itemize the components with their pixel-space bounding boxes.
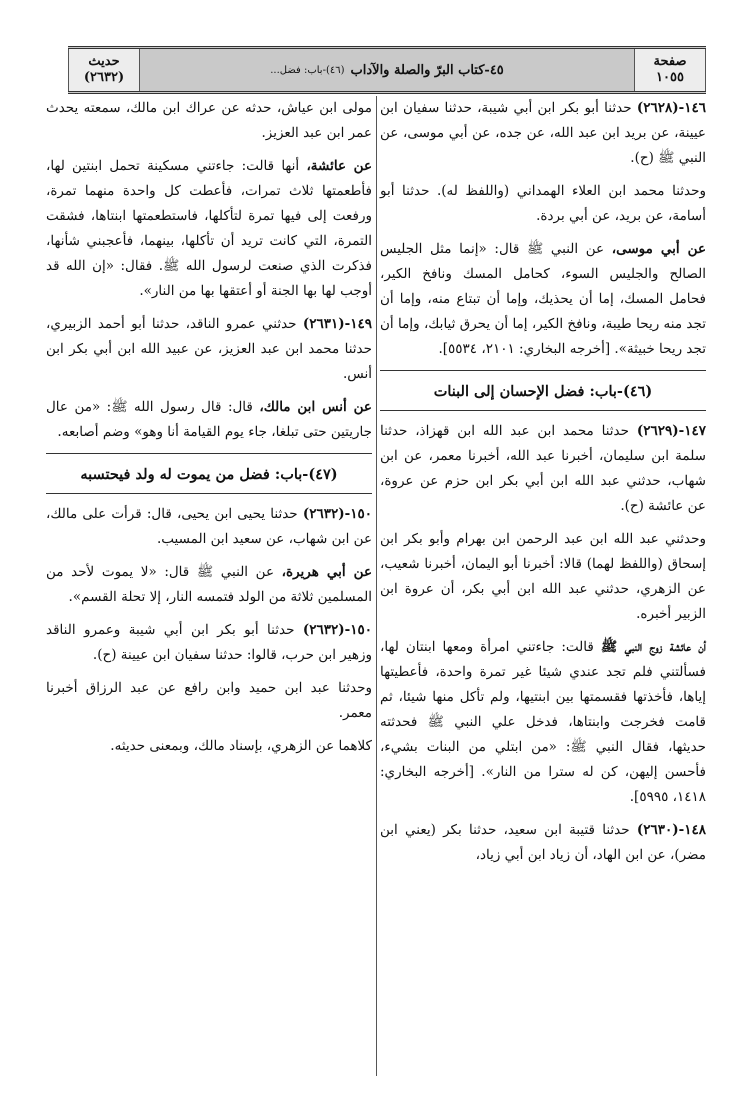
chapter-heading: (٤٧)-باب: فضل من يموت له ولد فيحتسبه [80, 466, 338, 483]
hadith-text: قالت: جاءتني امرأة ومعها ابنتان لها، فسألتني فلم تجد عندي شيئا غير تمرة واحدة، فأعطيتها إياها، فأخذتها فقسمتها بين ابنتيها، ولم تأكل منها شيئا، ثم قامت فخرجت وابنتاها، فدخل علي النبي ﷺ فحدثته حديثها، فقال النبي ﷺ: «من ابتلي من البنات بشيء، فأحسن إليهن، كن له سترا من النار». [أخرجه البخاري: ١٤١٨، ٥٩٩٥]. [380, 639, 706, 805]
hadith-text: حدثنا أبو بكر ابن أبي شيبة، حدثنا سفيان ابن عيينة، عن بريد ابن عبد الله، عن جده، عن أبي موسى، عن النبي ﷺ (ح). [380, 100, 706, 166]
hadith-paragraph [46, 154, 372, 304]
hadith-number-box [68, 49, 140, 91]
hadith-paragraph [380, 419, 706, 519]
hadith-number: ١٤٦-(٢٦٢٨) [636, 100, 706, 116]
right-column [380, 96, 706, 876]
hadith-paragraph [380, 818, 706, 868]
hadith-text: وحدثنا عبد ابن حميد وابن رافع عن عبد الرزاق أخبرنا معمر. [46, 680, 372, 721]
hadith-text: حدثني عمرو الناقد، حدثنا أبو أحمد الزبيري، حدثنا محمد ابن عبد العزيز، عن عبيد الله ابن أبي بكر ابن أنس. [46, 316, 372, 382]
hadith-text: قال: قال رسول الله ﷺ: «من عال جاريتين حتى تبلغا، جاء يوم القيامة أنا وهو» وضم أصابعه. [46, 399, 372, 440]
hadith-paragraph [380, 527, 706, 627]
page-header [68, 46, 706, 94]
hadith-paragraph [46, 502, 372, 552]
hadith-number: ١٤٩-(٢٦٣١) [302, 316, 372, 332]
hadith-number: ١٥٠-(٢٦٣٢) [302, 622, 372, 638]
hadith-number: ١٤٨-(٢٦٣٠) [636, 822, 706, 838]
running-title [140, 49, 634, 91]
page-number-box [634, 49, 706, 91]
hadith-paragraph [380, 237, 706, 362]
hadith-text: حدثنا أبو بكر ابن أبي شيبة وعمرو الناقد وزهير ابن حرب، قالوا: حدثنا سفيان ابن عيينة (ح). [46, 622, 372, 663]
narrator-lead: عن أبي هريرة، [281, 564, 372, 580]
hadith-number: ١٥٠-(٢٦٣٢) [302, 506, 372, 522]
hadith-paragraph [46, 618, 372, 668]
hadith-label: حديث [88, 54, 120, 69]
hadith-paragraph [46, 560, 372, 610]
hadith-number: ١٤٧-(٢٦٢٩) [636, 423, 707, 439]
chapter-subtitle: (٤٦)-باب: فضل... [270, 64, 345, 76]
narrator-lead: عن أنس ابن مالك، [259, 399, 372, 415]
hadith-paragraph [46, 676, 372, 726]
hadith-paragraph [380, 179, 706, 229]
hadith-text: وحدثني عبد الله ابن عبد الرحمن ابن بهرام وأبو بكر ابن إسحاق (واللفظ لهما) قالا: أخبرنا أبو اليمان، أخبرنا شعيب، عن الزهري، حدثني عبد الله ابن أبي بكر، أن عروة ابن الزبير أخبره. [380, 531, 706, 622]
hadith-text: كلاهما عن الزهري، بإسناد مالك، وبمعنى حديثه. [110, 738, 372, 754]
hadith-text: عن النبي ﷺ قال: «لا يموت لأحد من المسلمين ثلاثة من الولد فتمسه النار، إلا تحلة القسم». [46, 564, 372, 605]
page-label: صفحة [653, 54, 687, 69]
hadith-text: أنها قالت: جاءتني مسكينة تحمل ابنتين لها، فأطعمتها ثلاث تمرات، فأعطت كل واحدة منهما تمرة، ورفعت إلى فيها تمرة لتأكلها، فاستطعمتها ابنتاها، فشقت التمرة، التي كانت تريد أن تأكلها، بينهما، فأعجبني شأنها، فذكرت الذي صنعت لرسول الله ﷺ. فقال: «إن الله قد أوجب لها بها الجنة أو أعتقها بها من النار». [46, 158, 372, 299]
hadith-text: عن النبي ﷺ قال: «إنما مثل الجليس الصالح والجليس السوء، كحامل المسك ونافخ الكير، فحامل المسك، إما أن يحذيك، وإما أن تبتاع منه، وإما أن تجد منه ريحا طيبة، ونافخ الكير، إما أن يحرق ثيابك، وإما أن تجد ريحا خبيثة». [أخرجه البخاري: ٢١٠١، ٥٥٣٤]. [380, 241, 706, 357]
section-divider [380, 370, 706, 371]
section-divider [380, 410, 706, 411]
book-title: ٤٥-كتاب البرّ والصلة والآداب [350, 62, 504, 78]
hadith-paragraph [46, 312, 372, 387]
narrator-lead: عن أبي موسى، [611, 241, 706, 257]
hadith-number: (٢٦٣٢) [83, 70, 125, 85]
narrator-lead: أن عائشة زوج النبي ﷺ [600, 639, 706, 655]
hadith-text: حدثنا قتيبة ابن سعيد، حدثنا بكر (يعني ابن مضر)، عن ابن الهاد، أن زياد ابن أبي زياد، [380, 822, 706, 863]
narrator-lead: عن عائشة، [306, 158, 372, 174]
hadith-text: وحدثنا محمد ابن العلاء الهمداني (واللفظ له). حدثنا أبو أسامة، عن بريد، عن أبي بردة. [380, 183, 706, 224]
left-column [46, 96, 372, 767]
hadith-text: حدثنا محمد ابن عبد الله ابن قهزاذ، حدثنا سلمة ابن سليمان، أخبرنا عبد الله، أخبرنا معمر، عن ابن شهاب، حدثني عبد الله ابن أبي بكر ابن حزم عن عروة، عن عائشة (ح). [380, 423, 706, 514]
hadith-paragraph [380, 96, 706, 171]
section-divider [46, 493, 372, 494]
hadith-text: حدثنا يحيى ابن يحيى، قال: قرأت على مالك، عن ابن شهاب، عن سعيد ابن المسيب. [46, 506, 372, 547]
page-number: ١٠٥٥ [656, 70, 684, 85]
column-divider [376, 96, 377, 1076]
hadith-text: مولى ابن عياش، حدثه عن عراك ابن مالك، سمعته يحدث عمر ابن عبد العزيز. [46, 100, 372, 141]
hadith-paragraph [46, 395, 372, 445]
chapter-heading: (٤٦)-باب: فضل الإحسان إلى البنات [433, 383, 653, 400]
section-divider [46, 453, 372, 454]
hadith-paragraph [46, 96, 372, 146]
hadith-paragraph [46, 734, 372, 759]
hadith-paragraph [380, 635, 706, 810]
